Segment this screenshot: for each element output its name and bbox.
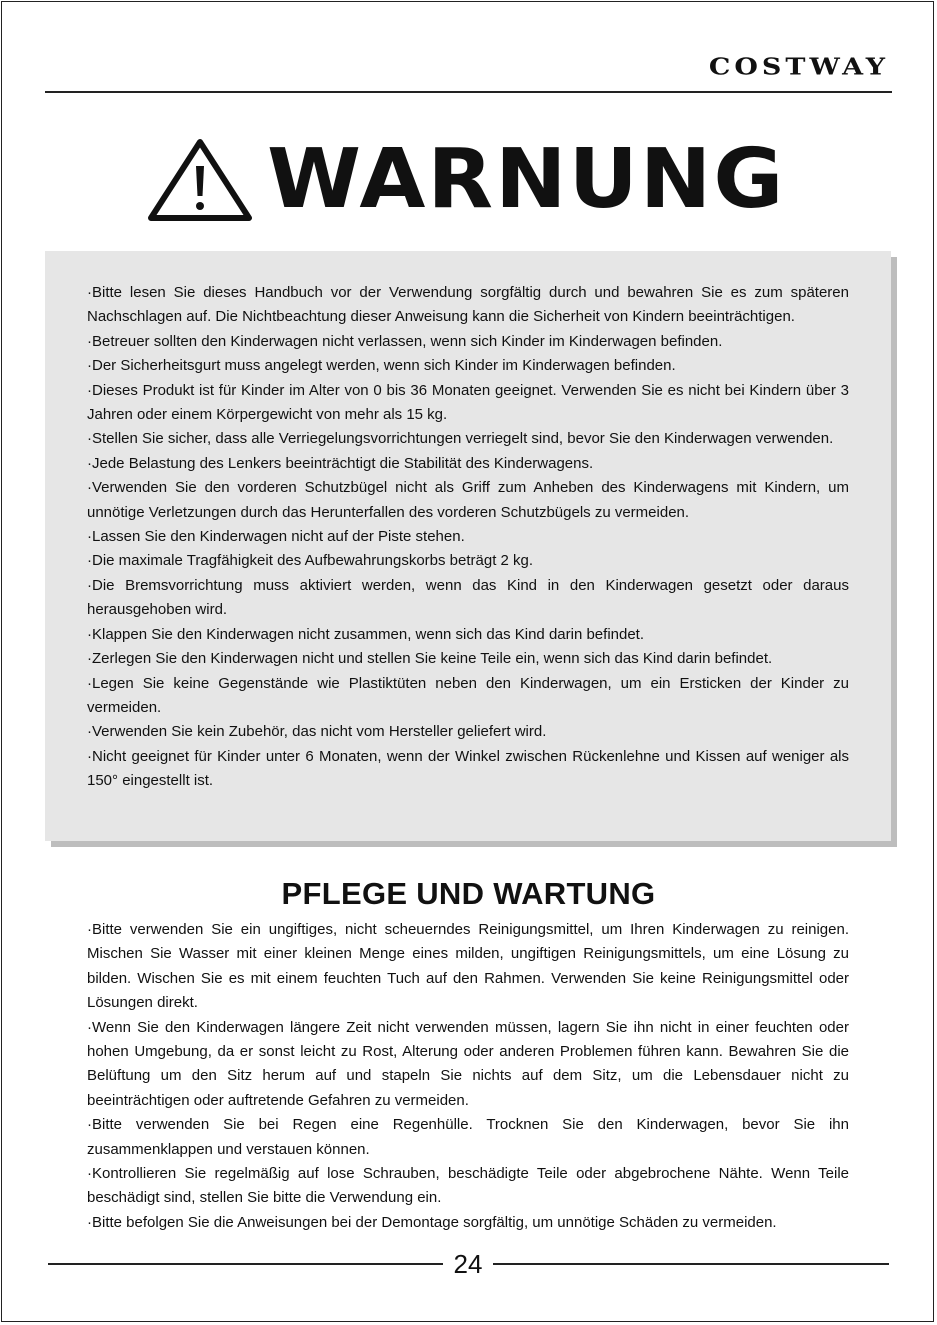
- warning-box: [45, 251, 891, 841]
- warning-item: ·Dieses Produkt ist für Kinder im Alter von 0 bis 36 Monaten geeignet. Verwenden Sie es nicht bei Kindern über 3 Jahren oder einem Körpergewicht von mehr als 15 kg.: [87, 381, 849, 424]
- care-section: [87, 918, 849, 1235]
- warning-item: ·Die maximale Tragfähigkeit des Aufbewahrungskorbs beträgt 2 kg.: [87, 552, 534, 570]
- footer-rule-left: [48, 1263, 443, 1265]
- care-item: ·Bitte befolgen Sie die Anweisungen bei der Demontage sorgfältig, um unnötige Schäden zu vermeiden.: [87, 1213, 777, 1231]
- page-number: 24: [453, 1249, 483, 1279]
- warning-item: ·Lassen Sie den Kinderwagen nicht auf der Piste stehen.: [87, 528, 465, 546]
- care-item: ·Bitte verwenden Sie bei Regen eine Regenhülle. Trocknen Sie den Kinderwagen, bevor Sie ihn zusammenklappen und verstauen können.: [87, 1116, 849, 1158]
- warning-item: ·Klappen Sie den Kinderwagen nicht zusammen, wenn sich das Kind darin befindet.: [87, 625, 645, 643]
- warning-item: ·Verwenden Sie den vorderen Schutzbügel nicht als Griff zum Anheben des Kinderwagens mit Kindern, um unnötige Verletzungen durch das Herunterfallen des vorderen Schutzbügels zu vermeiden.: [87, 479, 849, 521]
- footer-rule-right: [493, 1263, 889, 1265]
- warning-item: ·Die Bremsvorrichtung muss aktiviert werden, wenn das Kind in den Kinderwagen gesetzt oder daraus herausgehoben wird.: [87, 576, 849, 619]
- warning-heading: [147, 132, 786, 227]
- warning-item: ·Bitte lesen Sie dieses Handbuch vor der Verwendung sorgfältig durch und bewahren Sie es zum späteren Nachschlagen auf. Die Nichtbeachtung dieser Anweisung kann die Sicherheit von Kindern beeinträchtigen.: [87, 284, 849, 326]
- warning-item: ·Verwenden Sie kein Zubehör, das nicht vom Hersteller geliefert wird.: [87, 723, 547, 741]
- care-item: ·Bitte verwenden Sie ein ungiftiges, nicht scheuerndes Reinigungsmittel, um Ihren Kinderwagen zu reinigen. Mischen Sie Wasser mit einer kleinen Menge eines milden, ungiftigen Reinigungsmittels, um eine Lösung zu bilden. Wischen Sie es mit einem feuchten Tuch auf den Rahmen. Verwenden Sie keine Reinigungsmittel oder Lösungen direkt.: [87, 921, 849, 1012]
- warning-item: ·Betreuer sollten den Kinderwagen nicht verlassen, wenn sich Kinder im Kinderwagen befinden.: [87, 332, 723, 350]
- warning-item: ·Stellen Sie sicher, dass alle Verriegelungsvorrichtungen verriegelt sind, bevor Sie den Kinderwagen verwenden.: [87, 430, 834, 448]
- warning-item: ·Legen Sie keine Gegenstände wie Plastiktüten neben den Kinderwagen, um ein Ersticken der Kinder zu vermeiden.: [87, 674, 849, 716]
- warning-item: ·Der Sicherheitsgurt muss angelegt werden, wenn sich Kinder im Kinderwagen befinden.: [87, 357, 676, 375]
- warning-item: ·Zerlegen Sie den Kinderwagen nicht und stellen Sie keine Teile ein, wenn sich das Kind darin befindet.: [87, 650, 773, 668]
- warning-title: WARNUNG: [267, 132, 786, 227]
- care-item: ·Wenn Sie den Kinderwagen längere Zeit nicht verwenden müssen, lagern Sie ihn nicht in einer feuchten oder hohen Umgebung, da er sonst leicht zu Rost, Alterung oder anderen Problemen führen kann. Bewahren Sie die Belüftung um den Sitz herum auf und stapeln Sie nichts auf dem Sitz, um die Lebensdauer nicht zu beeinträchtigen oder auftretende Gefahren zu vermeiden.: [87, 1018, 849, 1109]
- care-item: ·Kontrollieren Sie regelmäßig auf lose Schrauben, beschädigte Teile oder abgebrochene Nähte. Wenn Teile beschädigt sind, stellen Sie bitte die Verwendung ein.: [87, 1165, 849, 1207]
- brand-logo: COSTWAY: [708, 54, 889, 81]
- warning-triangle-icon: [147, 138, 253, 222]
- warning-item: ·Nicht geeignet für Kinder unter 6 Monaten, wenn der Winkel zwischen Rückenlehne und Kissen auf weniger als 150° eingestellt ist.: [87, 747, 849, 790]
- header-rule: [45, 91, 892, 93]
- care-section-title: PFLEGE UND WARTUNG: [281, 876, 656, 911]
- warning-item: ·Jede Belastung des Lenkers beeinträchtigt die Stabilität des Kinderwagens.: [87, 454, 594, 472]
